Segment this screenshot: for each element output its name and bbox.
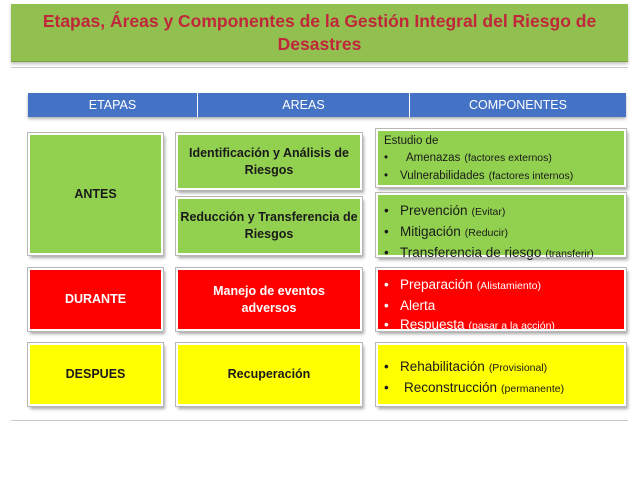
components-manejo	[376, 268, 626, 331]
bullet-icon: •	[384, 298, 389, 313]
list-item: • Amenazas (factores externos)	[384, 149, 618, 167]
bullet-icon: •	[384, 170, 389, 182]
list-item: • Respuesta (pasar a la acción)	[384, 317, 555, 332]
area-identificacion: Identificación y Análisis de Riesgos	[176, 133, 362, 190]
list-item: • Rehabilitación (Provisional)	[384, 359, 548, 374]
list-item: • Vulnerabilidades (factores internos)	[384, 167, 618, 185]
divider-top	[11, 67, 628, 68]
list-item: • Preparación (Alistamiento)	[384, 277, 541, 292]
header-etapas: ETAPAS	[28, 93, 198, 117]
components-estudio	[376, 129, 626, 187]
header-componentes: COMPONENTES	[469, 98, 567, 112]
area-manejo: Manejo de eventos adversos	[176, 268, 362, 331]
bullet-icon: •	[384, 277, 389, 292]
stage-antes: ANTES	[28, 133, 163, 255]
area-reduccion: Reducción y Transferencia de Riesgos	[176, 197, 362, 255]
stage-durante: DURANTE	[28, 268, 163, 331]
bullet-icon: •	[384, 317, 389, 332]
components-reduccion	[376, 193, 626, 260]
list-item: • Alerta	[384, 298, 436, 313]
divider-bottom	[11, 420, 628, 421]
title-banner	[11, 4, 628, 62]
estudio-lead: Estudio de	[384, 135, 439, 147]
components-recuperacion	[376, 343, 626, 406]
bullet-icon: •	[384, 359, 389, 374]
list-item: • Mitigación (Reducir)	[384, 224, 508, 239]
bullet-icon: •	[384, 380, 389, 395]
list-item: • Reconstrucción (permanente)	[384, 380, 565, 395]
bullet-icon: •	[384, 203, 389, 218]
header-areas: AREAS	[198, 93, 410, 117]
area-recuperacion: Recuperación	[176, 343, 362, 406]
list-item: • Transferencia de riesgo (transferir)	[384, 245, 594, 260]
list-item: • Prevención (Evitar)	[384, 203, 506, 218]
bullet-icon: •	[384, 245, 389, 260]
bullet-icon: •	[384, 152, 389, 164]
stage-despues: DESPUES	[28, 343, 163, 406]
bullet-icon: •	[384, 224, 389, 239]
page-title: Etapas, Áreas y Componentes de la Gestión Integral del Riesgo de Desastres	[42, 10, 597, 54]
table-header	[28, 93, 626, 117]
